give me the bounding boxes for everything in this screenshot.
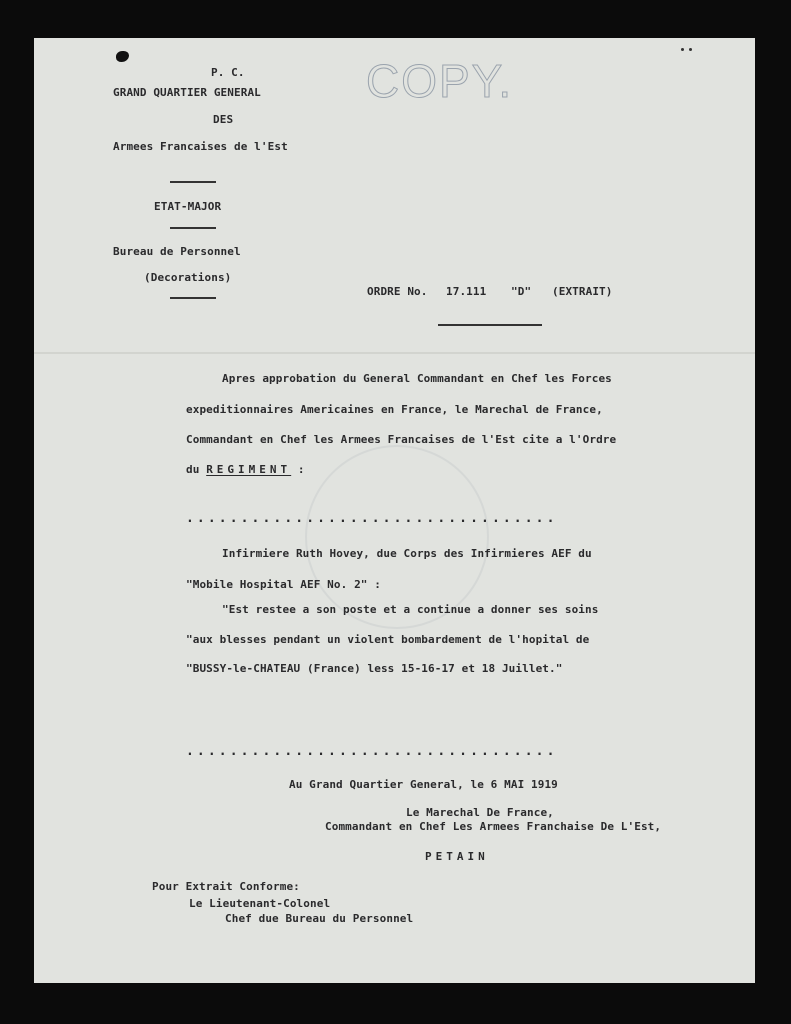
citation-line2: "Mobile Hospital AEF No. 2" :: [186, 578, 381, 591]
ink-specks: [681, 48, 695, 52]
separator-dots-1: ..................................: [186, 511, 558, 526]
header-bureau: Bureau de Personnel: [113, 245, 241, 258]
order-note: (EXTRAIT): [552, 285, 613, 298]
separator-dots-2: ..................................: [186, 744, 558, 759]
order-rule: [438, 324, 542, 326]
body-para1-line4-pre: du: [186, 463, 200, 476]
header-rule-3: [170, 297, 216, 299]
header-line1: GRAND QUARTIER GENERAL: [113, 86, 261, 99]
copy-stamp: COPY.: [366, 55, 514, 107]
regiment-word: REGIMENT: [206, 463, 292, 476]
header-pc: P. C.: [211, 66, 245, 79]
header-line2: DES: [213, 113, 234, 126]
header-rule-1: [170, 181, 216, 183]
certification-line2: Le Lieutenant-Colonel: [189, 897, 331, 910]
body-para1-line3: Commandant en Chef les Armees Francaises de l'Est cite a l'Ordre: [186, 433, 617, 446]
quote-line1: "Est restee a son poste et a continue a donner ses soins: [222, 603, 599, 616]
certification-line1: Pour Extrait Conforme:: [152, 880, 300, 893]
body-para1-line1: Apres approbation du General Commandant en Chef les Forces: [222, 372, 612, 385]
body-para1-line4: [186, 463, 305, 476]
header-dept: (Decorations): [144, 271, 232, 284]
quote-line3: "BUSSY-le-CHATEAU (France) less 15-16-17 et 18 Juillet.": [186, 662, 563, 675]
certification-line3: Chef due Bureau du Personnel: [225, 912, 414, 925]
signature-title2: Commandant en Chef Les Armees Franchaise De L'Est,: [325, 820, 662, 833]
body-para1-line4-post: :: [297, 463, 305, 476]
citation-line1: Infirmiere Ruth Hovey, due Corps des Infirmieres AEF du: [222, 547, 592, 560]
quote-line2: "aux blesses pendant un violent bombardement de l'hopital de: [186, 633, 590, 646]
signature-name: PETAIN: [425, 850, 489, 863]
header-line3: Armees Francaises de l'Est: [113, 140, 288, 153]
paper-fold-line: [34, 352, 755, 354]
place-date: Au Grand Quartier General, le 6 MAI 1919: [289, 778, 558, 791]
body-para1-line2: expeditionnaires Americaines en France, le Marechal de France,: [186, 403, 603, 416]
signature-title1: Le Marechal De France,: [406, 806, 554, 819]
faded-watermark-seal: [305, 445, 489, 629]
header-rule-2: [170, 227, 216, 229]
order-number: 17.111: [446, 285, 487, 298]
order-letter: "D": [511, 285, 532, 298]
order-prefix: ORDRE No.: [367, 285, 428, 298]
header-staff: ETAT-MAJOR: [154, 200, 222, 213]
